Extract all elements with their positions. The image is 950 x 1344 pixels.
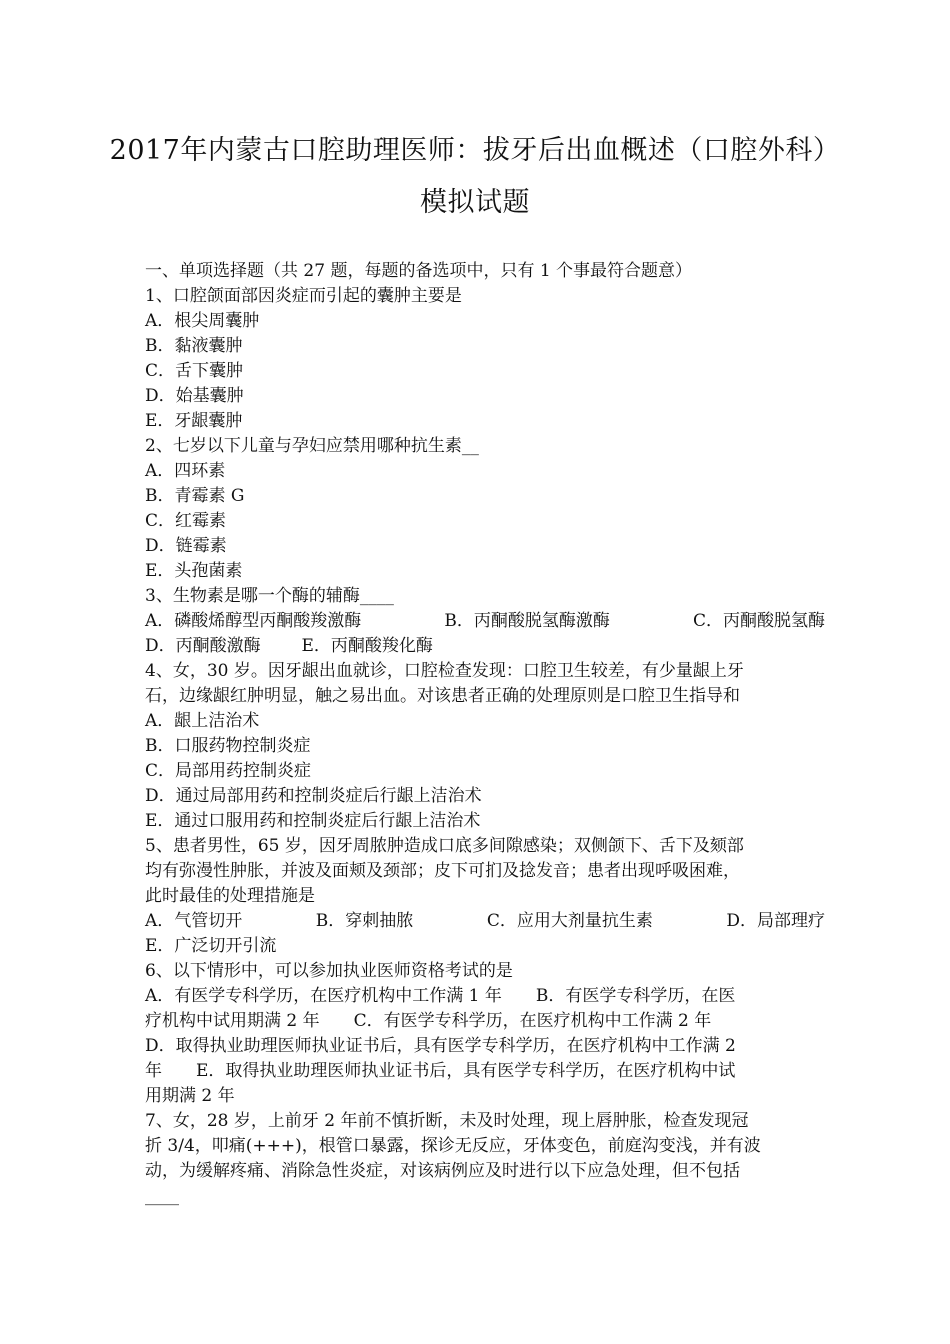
section-header: 一、单项选择题（共 27 题，每题的备选项中，只有 1 个事最符合题意） xyxy=(145,261,693,281)
question-stem: 折 3/4，叩痛(+++)，根管口暴露，探诊无反应，牙体变色，前庭沟变浅，并有波 xyxy=(145,1136,761,1156)
option: B．黏液囊肿 xyxy=(145,336,243,356)
option: C．丙酮酸脱氢酶 xyxy=(692,611,825,631)
option: A．龈上洁治术 xyxy=(145,711,260,731)
document-subtitle: 模拟试题 xyxy=(420,187,530,218)
document-title: 2017年内蒙古口腔助理医师：拔牙后出血概述（口腔外科） xyxy=(109,135,841,166)
option: A．四环素 xyxy=(145,461,226,481)
option: E．头孢菌素 xyxy=(145,561,243,581)
question-stem: 均有弥漫性肿胀，并波及面颊及颈部；皮下可扪及捻发音；患者出现呼吸困难， xyxy=(145,861,740,881)
option-row xyxy=(145,609,825,634)
question-stem: 4、女，30 岁。因牙龈出血就诊，口腔检查发现：口腔卫生较差，有少量龈上牙 xyxy=(145,661,744,681)
option: B．青霉素 G xyxy=(145,486,245,506)
option-text-line: 疗机构中试用期满 2 年 C．有医学专科学历，在医疗机构中工作满 2 年 xyxy=(145,1011,712,1031)
option: B．丙酮酸脱氢酶激酶 xyxy=(444,611,610,631)
option: E．通过口服用药和控制炎症后行龈上洁治术 xyxy=(145,811,481,831)
option-text-line: 年 E．取得执业助理医师执业证书后，具有医学专科学历，在医疗机构中试 xyxy=(145,1061,736,1081)
option: B．穿刺抽脓 xyxy=(315,911,414,931)
question-stem: 2、七岁以下儿童与孕妇应禁用哪种抗生素__ xyxy=(145,436,479,456)
question-stem: 5、患者男性，65 岁，因牙周脓肿造成口底多间隙感染；双侧颌下、舌下及颏部 xyxy=(145,836,744,856)
question-stem: 7、女，28 岁，上前牙 2 年前不慎折断，未及时处理，现上唇肿胀，检查发现冠 xyxy=(145,1111,749,1131)
option: D．丙酮酸激酶 xyxy=(145,636,261,656)
question-stem: 石，边缘龈红肿明显，触之易出血。对该患者正确的处理原则是口腔卫生指导和 xyxy=(145,686,740,706)
option: B．口服药物控制炎症 xyxy=(145,736,311,756)
option-row xyxy=(145,909,825,934)
question-stem: 此时最佳的处理措施是 xyxy=(145,886,315,906)
option: A．磷酸烯醇型丙酮酸羧激酶 xyxy=(145,611,362,631)
option: C．应用大剂量抗生素 xyxy=(486,911,653,931)
option: D．链霉素 xyxy=(145,536,227,556)
question-stem: ____ xyxy=(145,1186,179,1206)
option: E．牙龈囊肿 xyxy=(145,411,243,431)
option: D．始基囊肿 xyxy=(145,386,244,406)
option: A．气管切开 xyxy=(145,911,243,931)
option-text-line: D．取得执业助理医师执业证书后，具有医学专科学历，在医疗机构中工作满 2 xyxy=(145,1036,736,1056)
option: A．根尖周囊肿 xyxy=(145,311,260,331)
question-stem: 6、以下情形中，可以参加执业医师资格考试的是 xyxy=(145,961,513,981)
option: E．广泛切开引流 xyxy=(145,936,277,956)
option-text-line: A．有医学专科学历，在医疗机构中工作满 1 年 B．有医学专科学历，在医 xyxy=(145,986,736,1006)
question-stem: 3、生物素是哪一个酶的辅酶____ xyxy=(145,586,394,606)
option-row xyxy=(145,634,825,659)
option: C．红霉素 xyxy=(145,511,227,531)
question-list xyxy=(145,259,825,1209)
option: C．局部用药控制炎症 xyxy=(145,761,312,781)
option-text-line: 用期满 2 年 xyxy=(145,1086,235,1106)
question-stem: 1、口腔颌面部因炎症而引起的囊肿主要是 xyxy=(145,286,462,306)
question-stem: 动，为缓解疼痛、消除急性炎症，对该病例应及时进行以下应急处理，但不包括 xyxy=(145,1161,740,1181)
option: E．丙酮酸羧化酶 xyxy=(301,636,433,656)
option: C．舌下囊肿 xyxy=(145,361,244,381)
option: D．局部理疗 xyxy=(726,911,825,931)
option: D．通过局部用药和控制炎症后行龈上洁治术 xyxy=(145,786,482,806)
